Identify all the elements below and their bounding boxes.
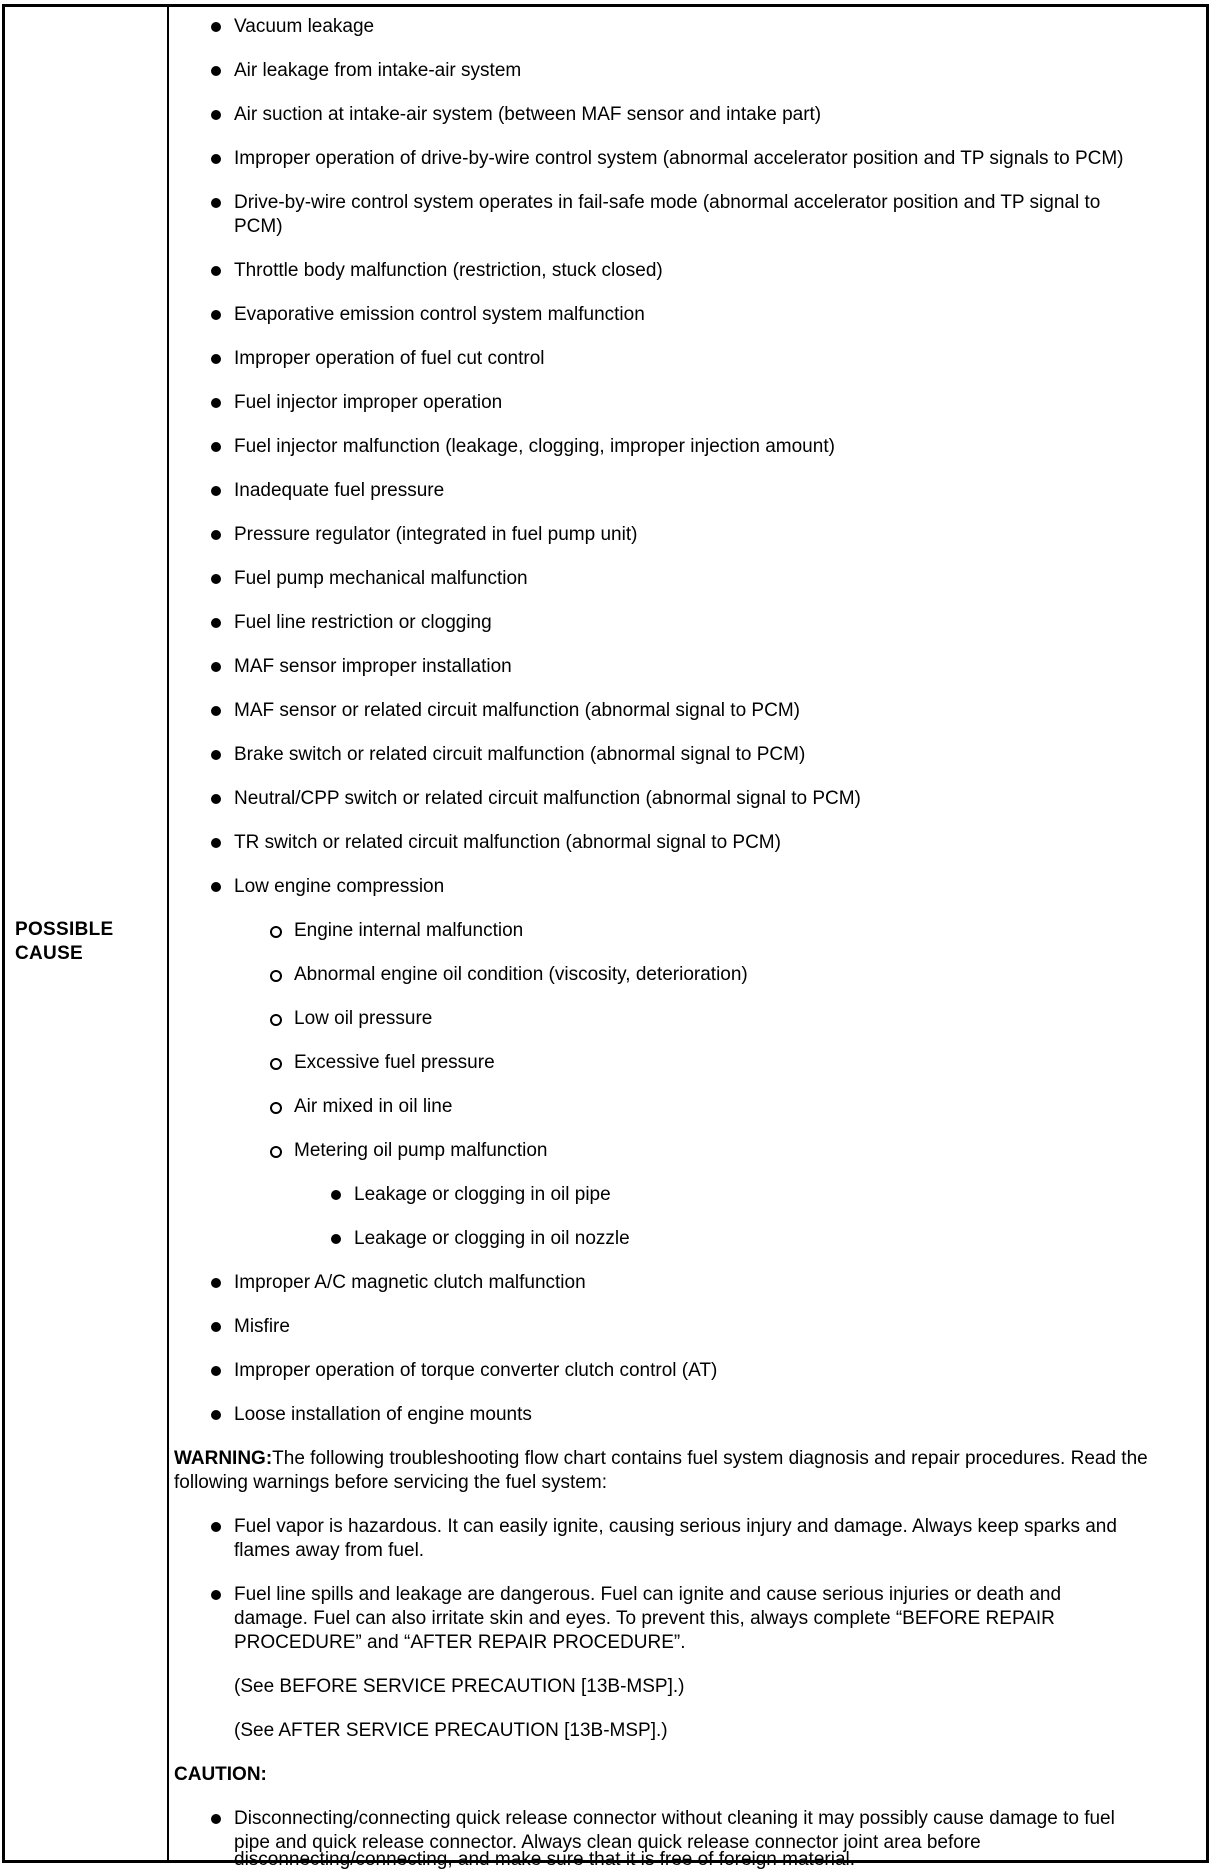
warning-item-continued: PROCEDURE” and “AFTER REPAIR PROCEDURE”. — [234, 1632, 686, 1653]
sub-sub-list-item: Leakage or clogging in oil nozzle — [354, 1228, 630, 1249]
sub-list-item: Metering oil pump malfunction — [294, 1140, 548, 1161]
list-item: Inadequate fuel pressure — [234, 480, 445, 501]
caution-item-continued: disconnecting/connecting, and make sure that it is free of foreign material. — [234, 1849, 856, 1870]
caution-item-continued: pipe and quick release connector. Always clean quick release connector joint area before — [234, 1832, 981, 1853]
sub-list-item: Engine internal malfunction — [294, 920, 524, 941]
bullet-icon — [211, 22, 221, 32]
warning-item: Fuel line spills and leakage are dangerous. Fuel can ignite and cause serious injuries or death and — [234, 1584, 1062, 1605]
list-item-continued: PCM) — [234, 216, 283, 237]
bullet-icon — [211, 662, 221, 672]
warning-item-continued: damage. Fuel can also irritate skin and eyes. To prevent this, always complete “BEFORE REPAIR — [234, 1608, 1055, 1629]
warning-label: WARNING: — [174, 1448, 273, 1469]
sub-list-item: Excessive fuel pressure — [294, 1052, 495, 1073]
list-item: Air suction at intake-air system (between MAF sensor and intake part) — [234, 104, 822, 125]
bullet-icon — [211, 486, 221, 496]
list-item: MAF sensor improper installation — [234, 656, 512, 677]
bullet-icon — [211, 310, 221, 320]
list-item: Improper operation of fuel cut control — [234, 348, 545, 369]
reference-link-after[interactable]: (See AFTER SERVICE PRECAUTION [13B-MSP].) — [234, 1720, 668, 1741]
bullet-icon — [211, 1410, 221, 1420]
list-item: Evaporative emission control system malfunction — [234, 304, 645, 325]
list-item: Fuel injector malfunction (leakage, clogging, improper injection amount) — [234, 436, 835, 457]
bullet-icon — [211, 198, 221, 208]
list-item: Improper operation of drive-by-wire control system (abnormal accelerator position and TP signals to PCM) — [234, 148, 1124, 169]
list-item: Loose installation of engine mounts — [234, 1404, 532, 1425]
circle-bullet-icon — [270, 970, 282, 982]
bullet-icon — [331, 1190, 341, 1200]
bullet-icon — [211, 794, 221, 804]
sub-list-item: Low oil pressure — [294, 1008, 433, 1029]
bullet-icon — [211, 110, 221, 120]
bullet-icon — [211, 354, 221, 364]
bullet-icon — [211, 66, 221, 76]
reference-link-before[interactable]: (See BEFORE SERVICE PRECAUTION [13B-MSP].) — [234, 1676, 685, 1697]
circle-bullet-icon — [270, 1146, 282, 1158]
label-line-1: POSSIBLE — [15, 919, 114, 940]
label-line-2: CAUSE — [15, 943, 84, 964]
bullet-icon — [211, 750, 221, 760]
warning-text: The following troubleshooting flow chart contains fuel system diagnosis and repair procedures. Read the — [272, 1448, 1148, 1469]
bullet-icon — [331, 1234, 341, 1244]
warning-item-continued: flames away from fuel. — [234, 1540, 425, 1561]
list-item: Fuel injector improper operation — [234, 392, 503, 413]
list-item: Misfire — [234, 1316, 290, 1337]
bullet-icon — [211, 1814, 221, 1824]
list-item: Improper operation of torque converter clutch control (AT) — [234, 1360, 718, 1381]
bullet-icon — [211, 530, 221, 540]
possible-cause-table — [2, 4, 1209, 1870]
circle-bullet-icon — [270, 1058, 282, 1070]
bullet-icon — [211, 1522, 221, 1532]
sub-sub-list-item: Leakage or clogging in oil pipe — [354, 1184, 611, 1205]
warning-text-continued: following warnings before servicing the fuel system: — [174, 1472, 607, 1493]
bullet-icon — [211, 1278, 221, 1288]
list-item: Drive-by-wire control system operates in fail-safe mode (abnormal accelerator position and TP signal to — [234, 192, 1101, 213]
cause-list — [169, 7, 1206, 1870]
list-item: Fuel line restriction or clogging — [234, 612, 492, 633]
bullet-icon — [211, 574, 221, 584]
list-item: Neutral/CPP switch or related circuit malfunction (abnormal signal to PCM) — [234, 788, 861, 809]
circle-bullet-icon — [270, 1102, 282, 1114]
list-item: Air leakage from intake-air system — [234, 60, 522, 81]
circle-bullet-icon — [270, 926, 282, 938]
label-column — [5, 7, 169, 1860]
bullet-icon — [211, 398, 221, 408]
list-item: Vacuum leakage — [234, 16, 375, 37]
bullet-icon — [211, 838, 221, 848]
bullet-icon — [211, 1322, 221, 1332]
list-item: Throttle body malfunction (restriction, stuck closed) — [234, 260, 663, 281]
list-item: TR switch or related circuit malfunction (abnormal signal to PCM) — [234, 832, 781, 853]
circle-bullet-icon — [270, 1014, 282, 1026]
bullet-icon — [211, 442, 221, 452]
bullet-icon — [211, 618, 221, 628]
caution-item: Disconnecting/connecting quick release connector without cleaning it may possibly cause damage to fuel — [234, 1808, 1115, 1829]
bullet-icon — [211, 266, 221, 276]
bullet-icon — [211, 154, 221, 164]
warning-item: Fuel vapor is hazardous. It can easily ignite, causing serious injury and damage. Always keep sparks and — [234, 1516, 1117, 1537]
list-item: Low engine compression — [234, 876, 445, 897]
list-item: Pressure regulator (integrated in fuel pump unit) — [234, 524, 638, 545]
sub-list-item: Air mixed in oil line — [294, 1096, 453, 1117]
warning-paragraph — [174, 1447, 1148, 1471]
list-item: Brake switch or related circuit malfunction (abnormal signal to PCM) — [234, 744, 806, 765]
bullet-icon — [211, 1366, 221, 1376]
caution-label: CAUTION: — [174, 1764, 267, 1785]
list-item: MAF sensor or related circuit malfunction (abnormal signal to PCM) — [234, 700, 800, 721]
bullet-icon — [211, 706, 221, 716]
bullet-icon — [211, 882, 221, 892]
list-item: Fuel pump mechanical malfunction — [234, 568, 528, 589]
sub-list-item: Abnormal engine oil condition (viscosity, deterioration) — [294, 964, 748, 985]
section-label — [15, 918, 113, 966]
list-item: Improper A/C magnetic clutch malfunction — [234, 1272, 586, 1293]
bullet-icon — [211, 1590, 221, 1600]
